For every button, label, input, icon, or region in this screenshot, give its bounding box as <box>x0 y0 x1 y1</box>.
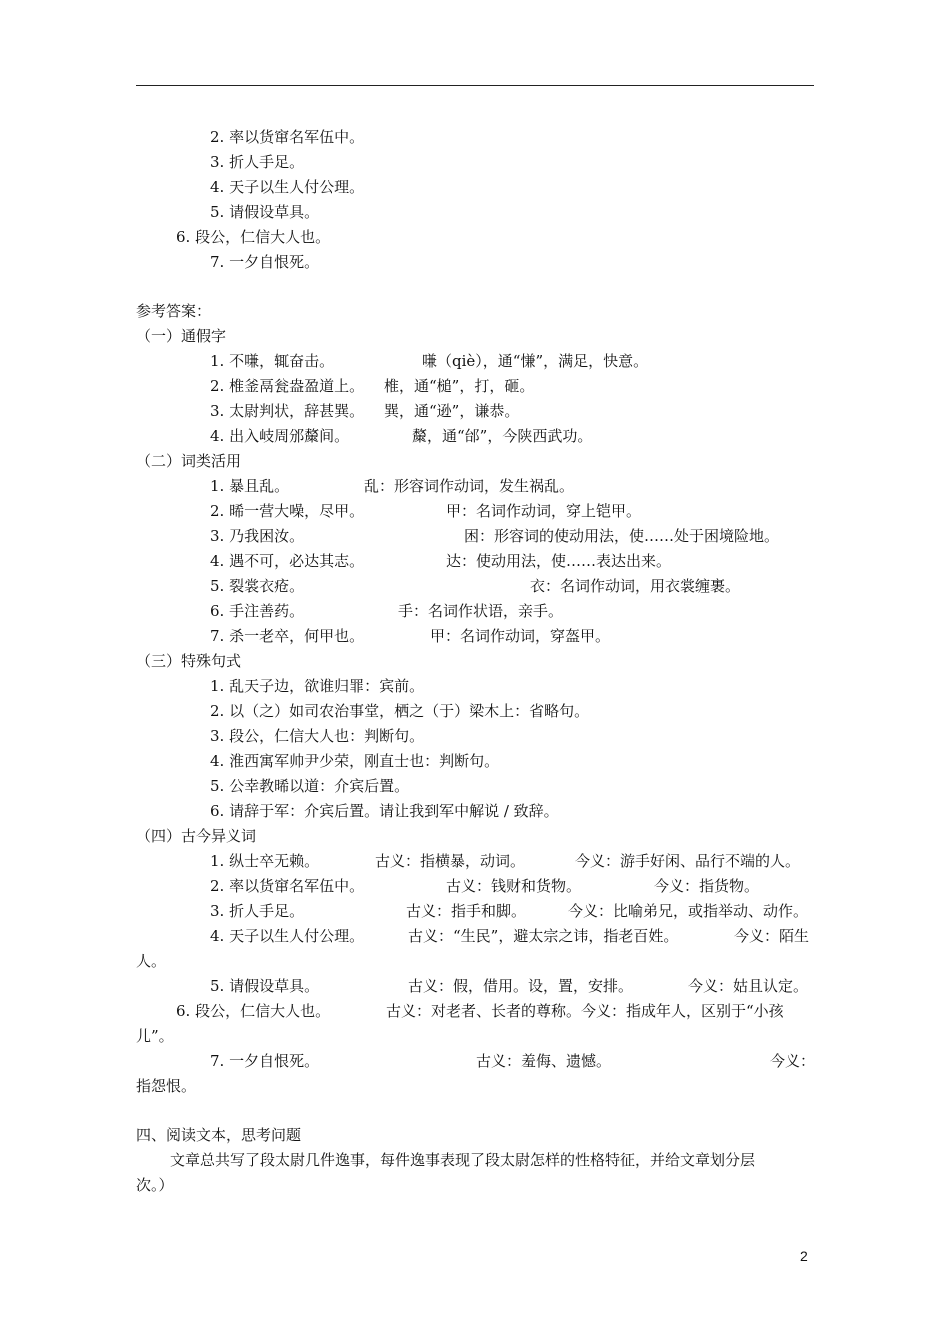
answer-text: 困：形容词的使动用法，使……处于困境险地。 <box>464 527 780 545</box>
section-heading: 四、阅读文本，思考问题 <box>136 1126 302 1144</box>
modern-meaning: 今义： <box>770 1052 816 1070</box>
question-text: 7. 一夕自恨死。 <box>210 1052 320 1070</box>
answer-row <box>210 976 809 996</box>
answer-text: 手：名词作状语，亲手。 <box>398 602 564 620</box>
answer-row <box>210 601 564 621</box>
ancient-meaning: 古义：羞侮、遗憾。 <box>476 1052 612 1070</box>
question-text: 5. 请假设草具。 <box>210 977 320 995</box>
answers-title: 参考答案： <box>136 302 212 320</box>
answer-row <box>210 376 535 396</box>
question-text: 3. 太尉判状，辞甚巽。 <box>210 402 365 420</box>
paragraph-line: 文章总共写了段太尉几件逸事，每件逸事表现了段太尉怎样的性格特征，并给文章划分层 <box>170 1151 756 1169</box>
answer-row <box>210 526 780 546</box>
section-heading: （三）特殊句式 <box>136 652 242 670</box>
answer-row <box>210 901 809 921</box>
modern-meaning: 今义：姑且认定。 <box>688 977 809 995</box>
page-number: 2 <box>800 1248 808 1264</box>
answer-row <box>210 876 760 896</box>
answer-row <box>210 476 575 496</box>
question-text: 4. 出入岐周邠斄间。 <box>210 427 350 445</box>
list-item: 2. 以（之）如司农治事堂，栖之（于）梁木上：省略句。 <box>210 702 590 720</box>
answer-text: 嗛（qiè），通“慊”，满足，快意。 <box>422 352 649 370</box>
section-heading: （二）词类活用 <box>136 452 242 470</box>
modern-meaning: 今义：游手好闲、品行不端的人。 <box>575 852 801 870</box>
list-item: 5. 公幸教晞以道：介宾后置。 <box>210 777 410 795</box>
answer-row <box>210 626 611 646</box>
question-text: 4. 遇不可，必达其志。 <box>210 552 365 570</box>
question-text: 3. 折人手足。 <box>210 902 305 920</box>
question-text: 6. 段公，仁信大人也。 <box>176 1002 331 1020</box>
header-rule <box>136 85 814 86</box>
question-text: 2. 率以货窜名军伍中。 <box>210 877 365 895</box>
list-item: 3. 折人手足。 <box>210 153 305 171</box>
answer-row <box>210 576 741 596</box>
list-item: 5. 请假设草具。 <box>210 203 320 221</box>
list-item: 2. 率以货窜名军伍中。 <box>210 128 365 146</box>
section-heading: （一）通假字 <box>136 327 227 345</box>
wrapped-line: 儿”。 <box>136 1027 174 1045</box>
list-item: 4. 淮西寓军帅尹少荣，刚直士也：判断句。 <box>210 752 500 770</box>
question-text: 1. 暴且乱。 <box>210 477 290 495</box>
question-text: 2. 椎釜鬲瓮盎盈道上。 <box>210 377 365 395</box>
section-heading: （四）古今异义词 <box>136 827 257 845</box>
ancient-meaning: 古义：对老者、长者的尊称。今义：指成年人，区别于“小孩 <box>386 1002 784 1020</box>
answer-row <box>210 501 642 521</box>
answer-row <box>210 401 520 421</box>
question-text: 6. 手注善药。 <box>210 602 305 620</box>
answer-text: 甲：名词作动词，穿盔甲。 <box>430 627 611 645</box>
answer-text: 甲：名词作动词，穿上铠甲。 <box>446 502 642 520</box>
list-item: 6. 请辞于军：介宾后置。请让我到军中解说 / 致辞。 <box>210 802 559 820</box>
ancient-meaning: 古义：指横暴，动词。 <box>375 852 526 870</box>
ancient-meaning: 古义：钱财和货物。 <box>446 877 582 895</box>
ancient-meaning: 古义：“生民”，避太宗之讳，指老百姓。 <box>408 927 679 945</box>
answer-text: 巽，通“逊”，谦恭。 <box>384 402 520 420</box>
answer-text: 乱：形容词作动词，发生祸乱。 <box>364 477 575 495</box>
list-item: 3. 段公，仁信大人也：判断句。 <box>210 727 425 745</box>
modern-meaning: 今义：陌生 <box>734 927 810 945</box>
question-text: 7. 杀一老卒，何甲也。 <box>210 627 365 645</box>
list-item: 4. 天子以生人付公理。 <box>210 178 365 196</box>
answer-row <box>210 426 593 446</box>
list-item: 1. 乱天子边，欲谁归罪：宾前。 <box>210 677 425 695</box>
answer-row <box>210 551 672 571</box>
answer-row <box>176 1001 784 1021</box>
question-text: 5. 裂裳衣疮。 <box>210 577 305 595</box>
answer-row <box>210 851 801 871</box>
ancient-meaning: 古义：指手和脚。 <box>406 902 527 920</box>
question-text: 1. 纵士卒无赖。 <box>210 852 320 870</box>
question-text: 4. 天子以生人付公理。 <box>210 927 365 945</box>
ancient-meaning: 古义：假，借用。设，置，安排。 <box>408 977 634 995</box>
modern-meaning: 今义：比喻弟兄，或指举动、动作。 <box>568 902 809 920</box>
answer-text: 椎，通“槌”，打，砸。 <box>384 377 535 395</box>
modern-meaning: 今义：指货物。 <box>654 877 760 895</box>
question-text: 3. 乃我困汝。 <box>210 527 305 545</box>
list-item: 7. 一夕自恨死。 <box>210 253 320 271</box>
answer-text: 达：使动用法，使……表达出来。 <box>446 552 672 570</box>
wrapped-line: 人。 <box>136 952 167 970</box>
question-text: 2. 晞一营大噪，尽甲。 <box>210 502 365 520</box>
question-text: 1. 不嗛，辄奋击。 <box>210 352 335 370</box>
answer-row <box>210 351 649 371</box>
answer-text: 衣：名词作动词，用衣裳缠裹。 <box>530 577 741 595</box>
answer-row <box>210 926 810 946</box>
wrapped-line: 指怨恨。 <box>136 1077 197 1095</box>
paragraph-line: 次。） <box>136 1176 174 1194</box>
answer-text: 斄，通“邰”，今陕西武功。 <box>412 427 593 445</box>
list-item: 6. 段公，仁信大人也。 <box>176 228 331 246</box>
answer-row <box>210 1051 816 1071</box>
